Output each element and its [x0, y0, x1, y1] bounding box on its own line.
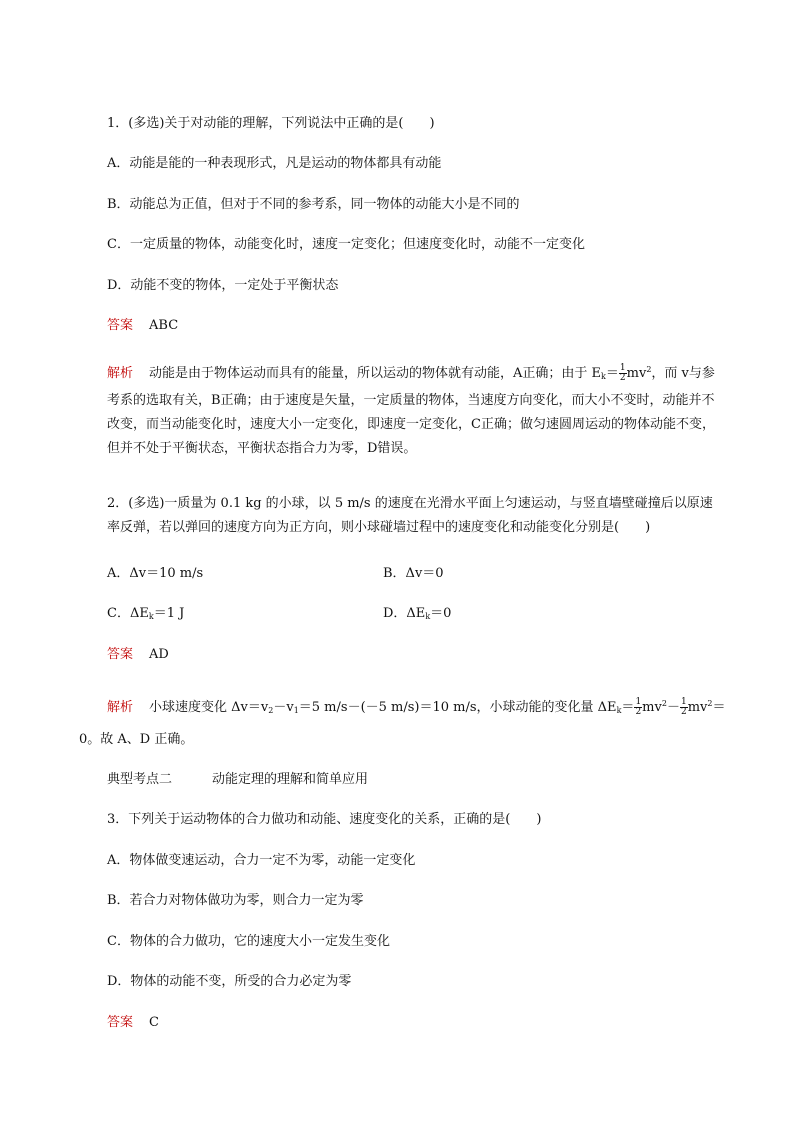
- fraction: $\frac{1}{2}$: [635, 697, 642, 717]
- q2-option-b: B．Δv＝0: [383, 566, 444, 581]
- q2-option-d: D．$\Delta E_k=0$: [383, 606, 452, 621]
- answer-label: 答案: [107, 1015, 134, 1030]
- q2-option-c: C．$\Delta E_k=1$ J: [107, 606, 185, 621]
- answer-label: 答案: [107, 647, 134, 662]
- fraction: $\frac{1}{2}$: [619, 363, 626, 383]
- q2-analysis-line2: 0。故 A、D 正确。: [79, 732, 194, 747]
- q2-analysis-line1: 解析 小球速度变化 $\Delta v=v_2-v_1=5$ m/s－(－5 m/s)＝10 m/s，小球动能的变化量 $\Delta E_k=$ $\frac{1}{2}$ $mv^2-$ $\frac{1}{2}$ $mv^2=$: [107, 697, 726, 717]
- section-header: [107, 771, 368, 789]
- q1-answer: [107, 317, 178, 335]
- q3-option-a: A．物体做变速运动，合力一定不为零，动能一定变化: [107, 853, 416, 868]
- q3-answer: [107, 1014, 159, 1032]
- analysis-label: 解析: [107, 366, 134, 381]
- section-label: 典型考点二: [107, 772, 173, 787]
- q2-stem: 2．(多选)一质量为 0.1 kg 的小球，以 5 m/s 的速度在光滑水平面上匀速运动，与竖直墙壁碰撞后以原速率反弹，若以弹回的速度方向为正方向，则小球碰墙过程中的速度变化和动能变化分别是( ): [107, 496, 713, 535]
- q1-option-d: D．动能不变的物体，一定处于平衡状态: [107, 278, 339, 293]
- q1-analysis: 解析 动能是由于物体运动而具有的能量，所以运动的物体就有动能，A正确；由于 $E_k=$ $\frac{1}{2}$ $mv^2$，而 v与参考系的选取有关，B正确；由于速度是矢量，一定质量的物体，当速度方向变化，而大小不变时，动能并不改变，而当动能变化时，速度大小一定变化，即速度一定变化，C正确；做匀速圆周运动的物体动能不变，但并不处于平衡状态，平衡状态指合力为零，D错误。: [107, 363, 715, 456]
- answer-value: AD: [149, 647, 169, 662]
- answer-value: C: [149, 1015, 159, 1030]
- q1-option-b: B．动能总为正值，但对于不同的参考系，同一物体的动能大小是不同的: [107, 197, 520, 212]
- answer-value: ABC: [149, 318, 179, 333]
- q3-option-b: B．若合力对物体做功为零，则合力一定为零: [107, 893, 364, 908]
- fraction: $\frac{1}{2}$: [680, 697, 687, 717]
- section-title: 动能定理的理解和简单应用: [212, 772, 369, 787]
- q3-option-c: C．物体的合力做功，它的速度大小一定发生变化: [107, 934, 390, 949]
- q1-option-a: A．动能是能的一种表现形式，凡是运动的物体都具有动能: [107, 156, 442, 171]
- q2-answer: [107, 646, 169, 664]
- answer-label: 答案: [107, 318, 134, 333]
- q1-stem: 1．(多选)关于对动能的理解，下列说法中正确的是( ): [107, 116, 435, 131]
- q2-option-a: A．Δv＝10 m/s: [107, 566, 204, 581]
- q3-option-d: D．物体的动能不变，所受的合力必定为零: [107, 974, 352, 989]
- analysis-label: 解析: [107, 700, 134, 715]
- q3-stem: 3．下列关于运动物体的合力做功和动能、速度变化的关系，正确的是( ): [107, 812, 542, 827]
- q1-option-c: C．一定质量的物体，动能变化时，速度一定变化；但速度变化时，动能不一定变化: [107, 237, 585, 252]
